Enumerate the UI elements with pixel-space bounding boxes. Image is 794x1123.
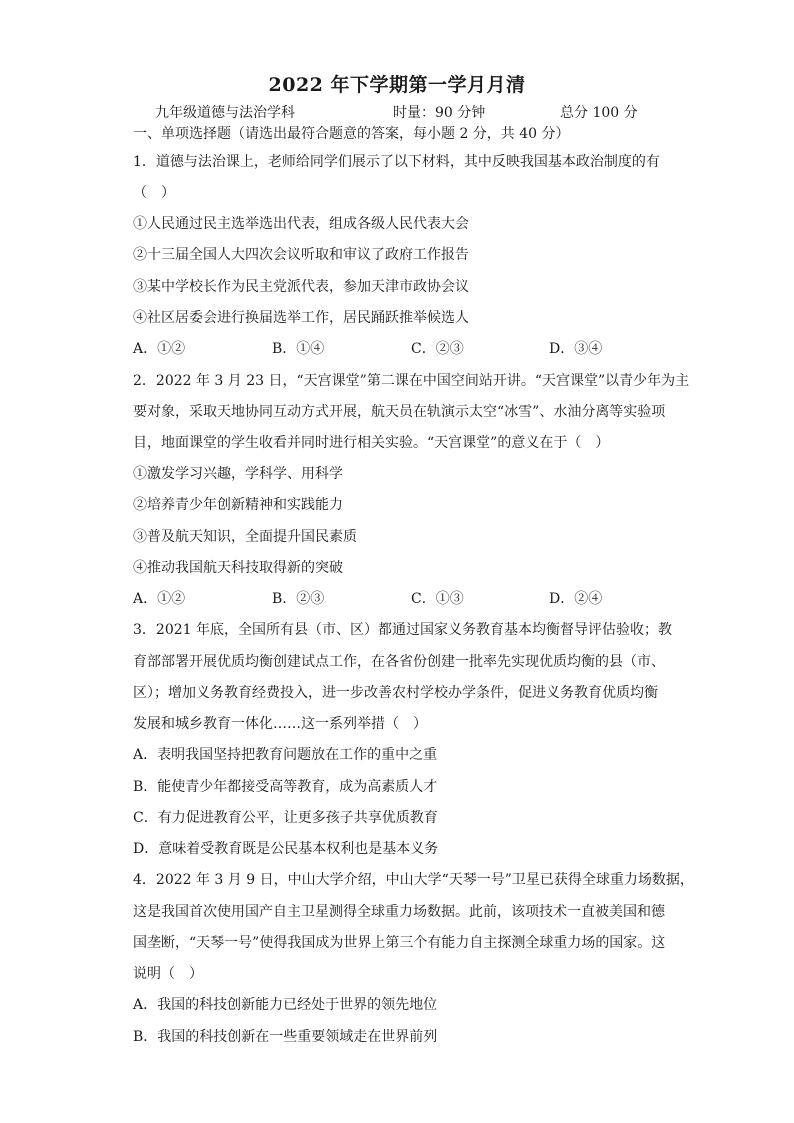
section-heading: 一、单项选择题（请选出最符合题意的答案，每小题 2 分，共 40 分） (133, 126, 570, 142)
question-2-stem: 2．2022 年 3 月 23 日，“天宫课堂”第二课在中国空间站开讲。“天宫课堂”以青少年为主 (133, 373, 690, 389)
question-3-stem: 育部部署开展优质均衡创建试点工作，在各省份创建一批率先实现优质均衡的县（市、 (133, 654, 665, 670)
statement-item: ③普及航天知识，全面提升国民素质 (133, 529, 357, 545)
question-2-stem: 要对象，采取天地协同互动方式开展，航天员在轨演示太空“冰雪”、水油分离等实验项 (133, 404, 666, 420)
options-row (133, 588, 693, 608)
option-b: B．我国的科技创新在一些重要领域走在世界前列 (133, 1029, 438, 1045)
question-3-stem: 区）；增加义务教育经费投入，进一步改善农村学校办学条件，促进义务教育优质均衡 (133, 685, 658, 701)
time-label: 时量：90 分钟 (393, 105, 486, 121)
statement-item: ①激发学习兴趣，学科学、用科学 (133, 466, 343, 482)
subject-label: 九年级道德与法治学科 (155, 105, 295, 121)
score-label: 总分 100 分 (560, 105, 638, 121)
question-2-stem: 目，地面课堂的学生收看并同时进行相关实验。“天宫课堂”的意义在于（ ） (133, 435, 610, 451)
statement-item: ②培养青少年创新精神和实践能力 (133, 497, 343, 513)
statement-item: ③某中学校长作为民主党派代表，参加天津市政协会议 (133, 279, 469, 295)
option-a: A．表明我国坚持把教育问题放在工作的重中之重 (133, 747, 438, 763)
option-b: B．①④ (272, 341, 325, 357)
option-d: D．②④ (549, 591, 603, 607)
question-3-stem: 3．2021 年底，全国所有县（市、区）都通过国家义务教育基本均衡督导评估验收；教 (133, 622, 672, 638)
statement-item: ①人民通过民主选举选出代表，组成各级人民代表大会 (133, 216, 469, 232)
option-b: B．②③ (272, 591, 325, 607)
question-4-stem: 4．2022 年 3 月 9 日，中山大学介绍，中山大学“天琴一号”卫星已获得全球重力场数据， (133, 872, 694, 888)
question-4-stem: 这是我国首次使用国产自主卫星测得全球重力场数据。此前，该项技术一直被美国和德 (133, 904, 665, 920)
option-c: C．有力促进教育公平，让更多孩子共享优质教育 (133, 810, 438, 826)
statement-item: ②十三届全国人大四次会议听取和审议了政府工作报告 (133, 247, 469, 263)
option-a: A．①② (133, 341, 186, 357)
exam-title: 2022 年下学期第一学月月清 (268, 74, 526, 96)
option-d: D．③④ (549, 341, 603, 357)
question-4-stem: 国垄断，“天琴一号”使得我国成为世界上第三个有能力自主探测全球重力场的国家。这 (133, 935, 666, 951)
question-3-stem: 发展和城乡教育一体化……这一系列举措（ ） (133, 716, 427, 732)
option-d: D．意味着受教育既是公民基本权利也是基本义务 (133, 841, 439, 857)
option-c: C．①③ (411, 591, 464, 607)
question-4-stem: 说明（ ） (133, 966, 203, 982)
statement-item: ④推动我国航天科技取得新的突破 (133, 560, 343, 576)
option-a: A．我国的科技创新能力已经处于世界的领先地位 (133, 997, 438, 1013)
question-1-bracket: （ ） (133, 185, 175, 201)
option-c: C．②③ (411, 341, 464, 357)
option-a: A．①② (133, 591, 186, 607)
options-row (133, 338, 693, 358)
statement-item: ④社区居委会进行换届选举工作，居民踊跃推举候选人 (133, 310, 469, 326)
question-1-stem: 1．道德与法治课上，老师给同学们展示了以下材料，其中反映我国基本政治制度的有 (133, 154, 660, 170)
option-b: B．能使青少年都接受高等教育，成为高素质人才 (133, 779, 438, 795)
